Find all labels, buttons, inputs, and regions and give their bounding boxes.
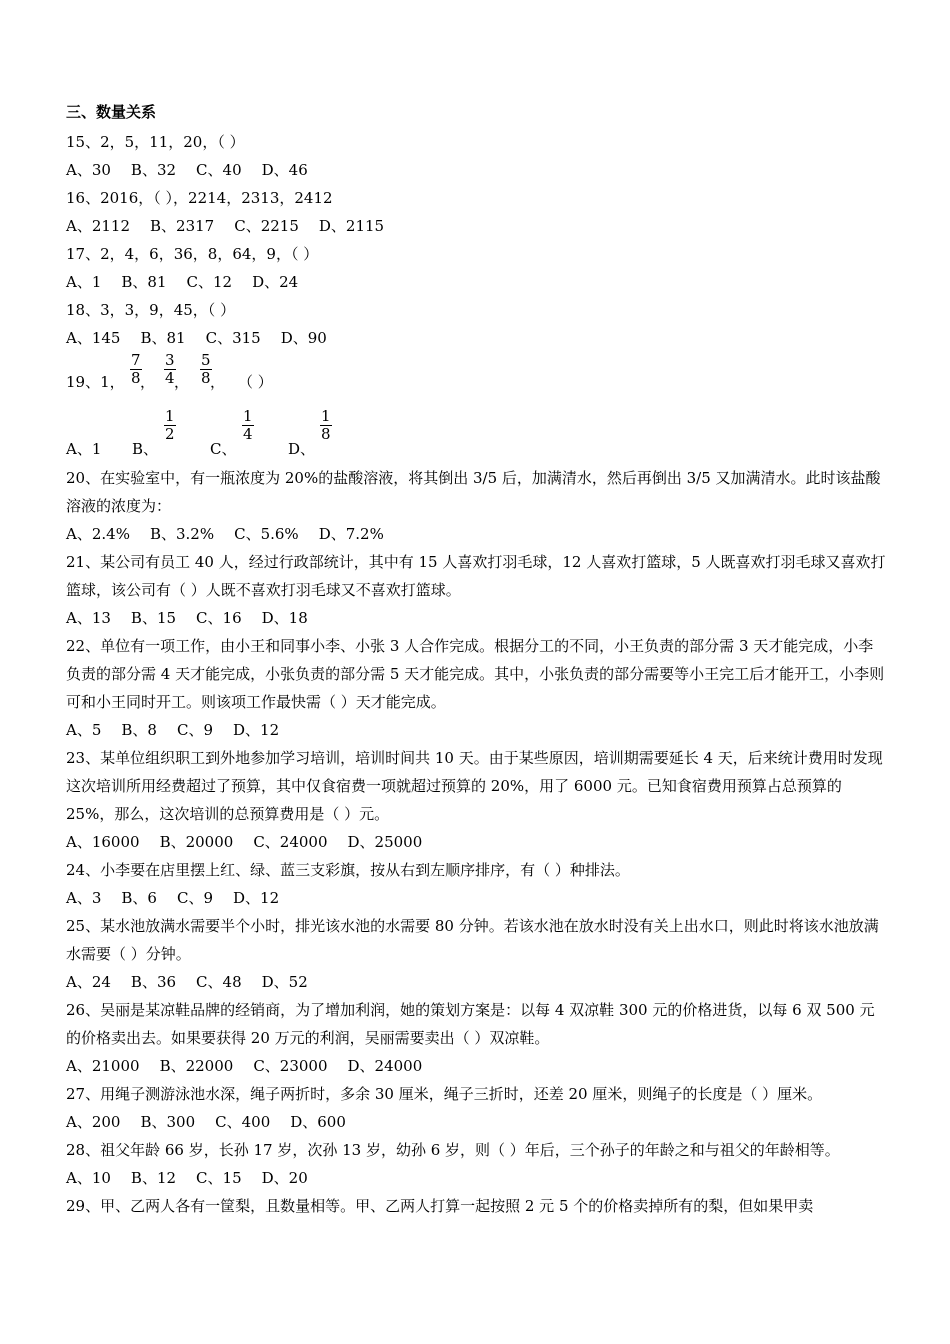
options-15 (66, 156, 888, 184)
option: A、21000 (66, 1057, 140, 1075)
option: B、81 (121, 273, 167, 291)
question-28: 28、祖父年龄 66 岁，长孙 17 岁，次孙 13 岁，幼孙 6 岁，则（ ）年后，三个孙子的年龄之和与祖父的年龄相等。 (66, 1141, 840, 1159)
option: B、6 (121, 889, 157, 907)
option: A、2112 (66, 217, 131, 235)
option: D、12 (233, 889, 280, 907)
option: D、20 (261, 1169, 308, 1187)
question-16: 16、2016，（ ），2214，2313，2412 (66, 189, 333, 207)
question-20: 20、在实验室中，有一瓶浓度为 20%的盐酸溶液，将其倒出 3/5 后，加满清水，然后再倒出 3/5 又加满清水。此时该盐酸溶液的浓度为： (66, 469, 881, 515)
fraction: $\frac{5}{8}$ (201, 351, 211, 387)
option: B、20000 (159, 833, 234, 851)
options-26 (66, 1052, 888, 1080)
answer-blank: （ ） (238, 373, 273, 391)
options-27 (66, 1108, 888, 1136)
option: B、8 (121, 721, 157, 739)
options-20 (66, 520, 888, 548)
option: C、16 (196, 609, 242, 627)
question-25: 25、某水池放满水需要半个小时，排光该水池的水需要 80 分钟。若该水池在放水时没有关上出水口，则此时将该水池放满水需要（ ）分钟。 (66, 917, 879, 963)
option: D、18 (261, 609, 308, 627)
question-21: 21、某公司有员工 40 人，经过行政部统计，其中有 15 人喜欢打羽毛球，12 人喜欢打篮球，5 人既喜欢打羽毛球又喜欢打篮球，该公司有（ ）人既不喜欢打羽毛球又不喜欢打篮球。 (66, 553, 886, 599)
option: C、24000 (253, 833, 328, 851)
question-15: 15、2，5，11，20，（ ） (66, 133, 245, 151)
option: B、22000 (159, 1057, 234, 1075)
separator: ， (210, 373, 226, 391)
option: C、12 (186, 273, 233, 291)
fraction: $\frac{3}{4}$ (165, 351, 175, 387)
option: D、25000 (347, 833, 423, 851)
options-23 (66, 828, 888, 856)
option: D、52 (261, 973, 308, 991)
question-27: 27、用绳子测游泳池水深，绳子两折时，多余 30 厘米，绳子三折时，还差 20 厘米，则绳子的长度是（ ）厘米。 (66, 1085, 823, 1103)
option: A、24 (66, 973, 111, 991)
option: C、315 (205, 329, 261, 347)
fraction: $\frac{1}{8}$ (321, 407, 331, 443)
option: B、15 (130, 609, 177, 627)
fraction: $\frac{7}{8}$ (131, 351, 141, 387)
option: A、1 (66, 440, 102, 458)
option: B、 (132, 440, 159, 458)
option: D、7.2% (318, 525, 384, 543)
option: A、30 (66, 161, 111, 179)
option: A、2.4% (66, 525, 130, 543)
option: A、5 (66, 721, 102, 739)
option: C、48 (196, 973, 242, 991)
option: C、9 (176, 889, 213, 907)
question-19 (66, 352, 888, 408)
option: C、9 (176, 721, 213, 739)
option: C、15 (196, 1169, 242, 1187)
option: A、16000 (66, 833, 140, 851)
option: D、24000 (347, 1057, 423, 1075)
option: D、12 (233, 721, 280, 739)
option: B、12 (130, 1169, 177, 1187)
options-24 (66, 884, 888, 912)
option: D、90 (280, 329, 327, 347)
options-19 (66, 408, 888, 464)
option: A、10 (66, 1169, 111, 1187)
option: C、5.6% (234, 525, 299, 543)
option: A、145 (66, 329, 121, 347)
options-16 (66, 212, 888, 240)
option: D、24 (252, 273, 299, 291)
option: A、13 (66, 609, 111, 627)
option: C、2215 (234, 217, 299, 235)
option: B、2317 (150, 217, 215, 235)
option: B、32 (130, 161, 177, 179)
fraction: $\frac{1}{4}$ (243, 407, 253, 443)
options-21 (66, 604, 888, 632)
option: B、300 (140, 1113, 196, 1131)
options-17 (66, 268, 888, 296)
options-28 (66, 1164, 888, 1192)
option: B、36 (130, 973, 177, 991)
option: C、 (210, 440, 237, 458)
question-24: 24、小李要在店里摆上红、绿、蓝三支彩旗，按从右到左顺序排序，有（ ）种排法。 (66, 861, 630, 879)
separator: ， (140, 373, 156, 391)
option: D、2115 (318, 217, 385, 235)
option: C、40 (196, 161, 242, 179)
fraction: $\frac{1}{2}$ (165, 407, 175, 443)
option: A、3 (66, 889, 102, 907)
option: D、600 (290, 1113, 346, 1131)
option: C、23000 (253, 1057, 328, 1075)
options-25 (66, 968, 888, 996)
option: B、81 (140, 329, 186, 347)
section-title: 三、数量关系 (66, 103, 157, 121)
options-22 (66, 716, 888, 744)
question-23: 23、某单位组织职工到外地参加学习培训，培训时间共 10 天。由于某些原因，培训期需要延长 4 天，后来统计费用时发现这次培训所用经费超过了预算，其中仅食宿费一项就超过预算的 20%，用了 6000 元。已知食宿费用预算占总预算的 25%，那么，这次培训的总预算费用是（ ）元。 (66, 749, 883, 823)
question-17: 17、2，4，6，36，8，64，9，（ ） (66, 245, 319, 263)
question-29: 29、甲、乙两人各有一筐梨，且数量相等。甲、乙两人打算一起按照 2 元 5 个的价格卖掉所有的梨，但如果甲卖 (66, 1197, 814, 1215)
option: D、46 (261, 161, 308, 179)
option: B、3.2% (149, 525, 215, 543)
options-18 (66, 324, 888, 352)
document-body (66, 100, 888, 1220)
option: A、200 (66, 1113, 121, 1131)
option: C、400 (215, 1113, 271, 1131)
option: D、 (288, 440, 316, 458)
question-19-prefix: 19、1， (66, 373, 125, 391)
question-26: 26、吴丽是某凉鞋品牌的经销商，为了增加利润，她的策划方案是：以每 4 双凉鞋 300 元的价格进货，以每 6 双 500 元的价格卖出去。如果要获得 20 万元的利润，吴丽需要卖出（ ）双凉鞋。 (66, 1001, 875, 1047)
separator: ， (174, 373, 190, 391)
question-18: 18、3，3，9，45，（ ） (66, 301, 236, 319)
option: A、1 (66, 273, 102, 291)
question-22: 22、单位有一项工作，由小王和同事小李、小张 3 人合作完成。根据分工的不同，小王负责的部分需 3 天才能完成，小李负责的部分需 4 天才能完成，小张负责的部分需 5 天才能完成。其中，小张负责的部分需要等小王完工后才能开工，小李则可和小王同时开工。则该项工作最快需（ ）天才能完成。 (66, 637, 885, 711)
